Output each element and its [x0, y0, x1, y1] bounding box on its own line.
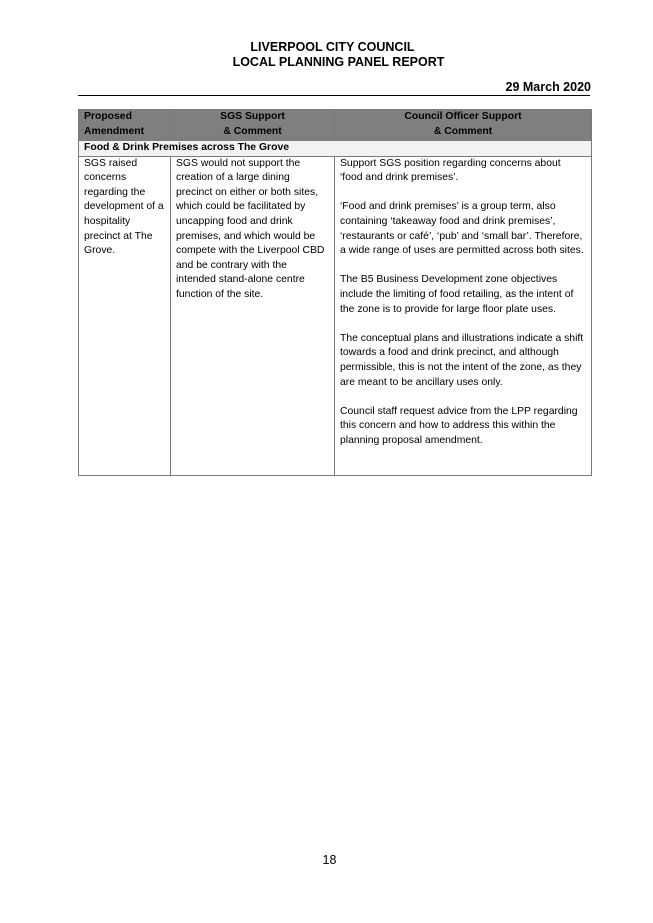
header-line: Proposed [84, 111, 132, 122]
header-line: Council Officer Support [404, 111, 522, 122]
sgs-comment-cell: SGS would not support the creation of a large dining precinct on either or both sites, which could be facilitated by uncapping food and drink premises, and which would be compete with the Liverpool CBD and be contrary with the intended stand-alone centre function of the site. [171, 156, 335, 475]
council-comment-cell [335, 156, 592, 475]
header-line: SGS Support [220, 111, 285, 122]
header-line: & Comment [433, 125, 493, 137]
amendment-table [78, 109, 592, 476]
council-name: LIVERPOOL CITY COUNCIL [250, 40, 415, 54]
section-row [79, 141, 592, 157]
council-comment-paragraph: ‘Food and drink premises’ is a group term, also containing ‘takeaway food and drink premises’, ‘restaurants or café’, ‘pub’ and ‘small bar’. Therefore, a wide range of uses are permitted across both sites. [340, 201, 584, 257]
proposed-amendment-cell: SGS raised concerns regarding the development of a hospitality precinct at The Grove. [79, 156, 171, 475]
table-header-row [79, 110, 592, 141]
page-number: 18 [322, 853, 337, 867]
council-comment-paragraph: Support SGS position regarding concerns about ‘food and drink premises’. [340, 157, 561, 184]
council-comment-paragraph: Council staff request advice from the LPP regarding this concern and how to address this within the planning proposal amendment. [340, 405, 578, 446]
section-title: Food & Drink Premises across The Grove [79, 141, 592, 157]
report-title: LOCAL PLANNING PANEL REPORT [232, 55, 445, 69]
council-comment-paragraph: The B5 Business Development zone objectives include the limiting of food retailing, as the intent of the zone is to provide for large floor plate uses. [340, 274, 574, 315]
header-line: & Comment [223, 125, 282, 137]
column-header-proposed-amendment [79, 110, 171, 141]
council-comment-paragraph: The conceptual plans and illustrations indicate a shift towards a food and drink precinct, and although permissible, this is not the intent of the zone, as they are meant to be ancillary uses only. [340, 332, 584, 388]
header-divider [78, 95, 590, 96]
table-row [79, 156, 592, 475]
column-header-council-officer-support [335, 110, 592, 141]
header-line: Amendment [84, 125, 145, 137]
report-date: 29 March 2020 [505, 80, 591, 94]
column-header-sgs-support [171, 110, 335, 141]
